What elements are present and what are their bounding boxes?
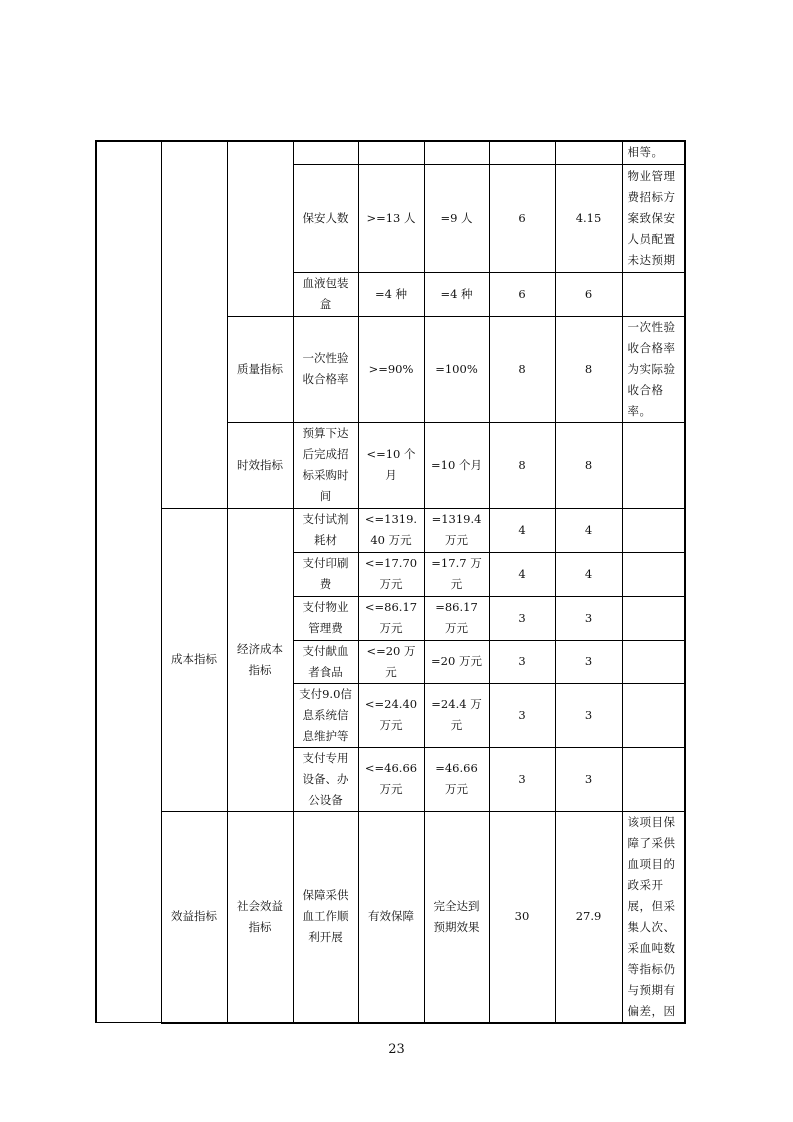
indicator-cell: 支付献血者食品 — [293, 640, 358, 683]
score-cell: 3 — [555, 747, 622, 811]
indicator-cell: 支付物业管理费 — [293, 596, 358, 640]
table-row — [96, 508, 685, 552]
actual-cell: =10 个月 — [424, 422, 489, 508]
performance-indicator-table — [95, 140, 686, 1024]
target-cell: <=20 万元 — [358, 640, 424, 683]
subcategory-cell: 经济成本指标 — [227, 508, 293, 811]
weight-cell: 3 — [489, 596, 555, 640]
category-level2-cell — [161, 141, 227, 508]
note-cell — [622, 683, 685, 747]
note-cell: 一次性验收合格率为实际验收合格率。 — [622, 316, 685, 422]
actual-cell: =24.4 万元 — [424, 683, 489, 747]
score-cell — [555, 141, 622, 164]
note-cell — [622, 747, 685, 811]
actual-cell: =4 种 — [424, 272, 489, 316]
category-cell: 效益指标 — [161, 811, 227, 1023]
target-cell: <=24.40 万元 — [358, 683, 424, 747]
indicator-cell: 支付9.0信息系统信息维护等 — [293, 683, 358, 747]
subcategory-cell: 社会效益指标 — [227, 811, 293, 1023]
weight-cell: 30 — [489, 811, 555, 1023]
score-cell: 4.15 — [555, 164, 622, 272]
weight-cell: 3 — [489, 747, 555, 811]
category-level1-cell — [96, 141, 161, 1023]
score-cell: 4 — [555, 508, 622, 552]
weight-cell: 4 — [489, 508, 555, 552]
note-cell — [622, 552, 685, 596]
indicator-cell: 保安人数 — [293, 164, 358, 272]
category-level3-cell — [227, 141, 293, 316]
indicator-cell: 支付印刷费 — [293, 552, 358, 596]
note-cell — [622, 508, 685, 552]
score-cell: 8 — [555, 316, 622, 422]
actual-cell: =17.7 万元 — [424, 552, 489, 596]
weight-cell: 4 — [489, 552, 555, 596]
weight-cell: 3 — [489, 640, 555, 683]
target-cell: =4 种 — [358, 272, 424, 316]
target-cell: 有效保障 — [358, 811, 424, 1023]
target-cell: <=17.70 万元 — [358, 552, 424, 596]
table-row — [96, 141, 685, 164]
category-cell: 成本指标 — [161, 508, 227, 811]
target-cell: <=86.17 万元 — [358, 596, 424, 640]
target-cell: >=90% — [358, 316, 424, 422]
weight-cell — [489, 141, 555, 164]
indicator-cell: 保障采供血工作顺利开展 — [293, 811, 358, 1023]
score-cell: 8 — [555, 422, 622, 508]
note-cell — [622, 272, 685, 316]
actual-cell: =1319.4 万元 — [424, 508, 489, 552]
subcategory-cell: 质量指标 — [227, 316, 293, 422]
score-cell: 3 — [555, 596, 622, 640]
target-cell: <=46.66 万元 — [358, 747, 424, 811]
weight-cell: 6 — [489, 164, 555, 272]
note-cell — [622, 640, 685, 683]
target-cell — [358, 141, 424, 164]
weight-cell: 6 — [489, 272, 555, 316]
actual-cell: =9 人 — [424, 164, 489, 272]
target-cell: <=1319.40 万元 — [358, 508, 424, 552]
score-cell: 3 — [555, 683, 622, 747]
actual-cell: =100% — [424, 316, 489, 422]
actual-cell: 完全达到预期效果 — [424, 811, 489, 1023]
actual-cell — [424, 141, 489, 164]
indicator-cell — [293, 141, 358, 164]
note-cell: 相等。 — [622, 141, 685, 164]
weight-cell: 8 — [489, 316, 555, 422]
indicator-cell: 支付试剂耗材 — [293, 508, 358, 552]
page-number: 23 — [388, 1042, 405, 1057]
score-cell: 6 — [555, 272, 622, 316]
actual-cell: =86.17 万元 — [424, 596, 489, 640]
score-cell: 4 — [555, 552, 622, 596]
subcategory-cell: 时效指标 — [227, 422, 293, 508]
score-cell: 3 — [555, 640, 622, 683]
note-cell — [622, 422, 685, 508]
weight-cell: 3 — [489, 683, 555, 747]
target-cell: >=13 人 — [358, 164, 424, 272]
indicator-cell: 预算下达后完成招标采购时间 — [293, 422, 358, 508]
actual-cell: =46.66 万元 — [424, 747, 489, 811]
indicator-cell: 一次性验收合格率 — [293, 316, 358, 422]
indicator-cell: 血液包装盒 — [293, 272, 358, 316]
weight-cell: 8 — [489, 422, 555, 508]
actual-cell: =20 万元 — [424, 640, 489, 683]
note-cell: 物业管理费招标方案致保安人员配置未达预期 — [622, 164, 685, 272]
note-cell — [622, 596, 685, 640]
target-cell: <=10 个月 — [358, 422, 424, 508]
indicator-cell: 支付专用设备、办公设备 — [293, 747, 358, 811]
note-cell: 该项目保障了采供血项目的政采开展，但采集人次、采血吨数等指标仍与预期有偏差，因 — [622, 811, 685, 1023]
score-cell: 27.9 — [555, 811, 622, 1023]
table-row — [96, 811, 685, 1023]
